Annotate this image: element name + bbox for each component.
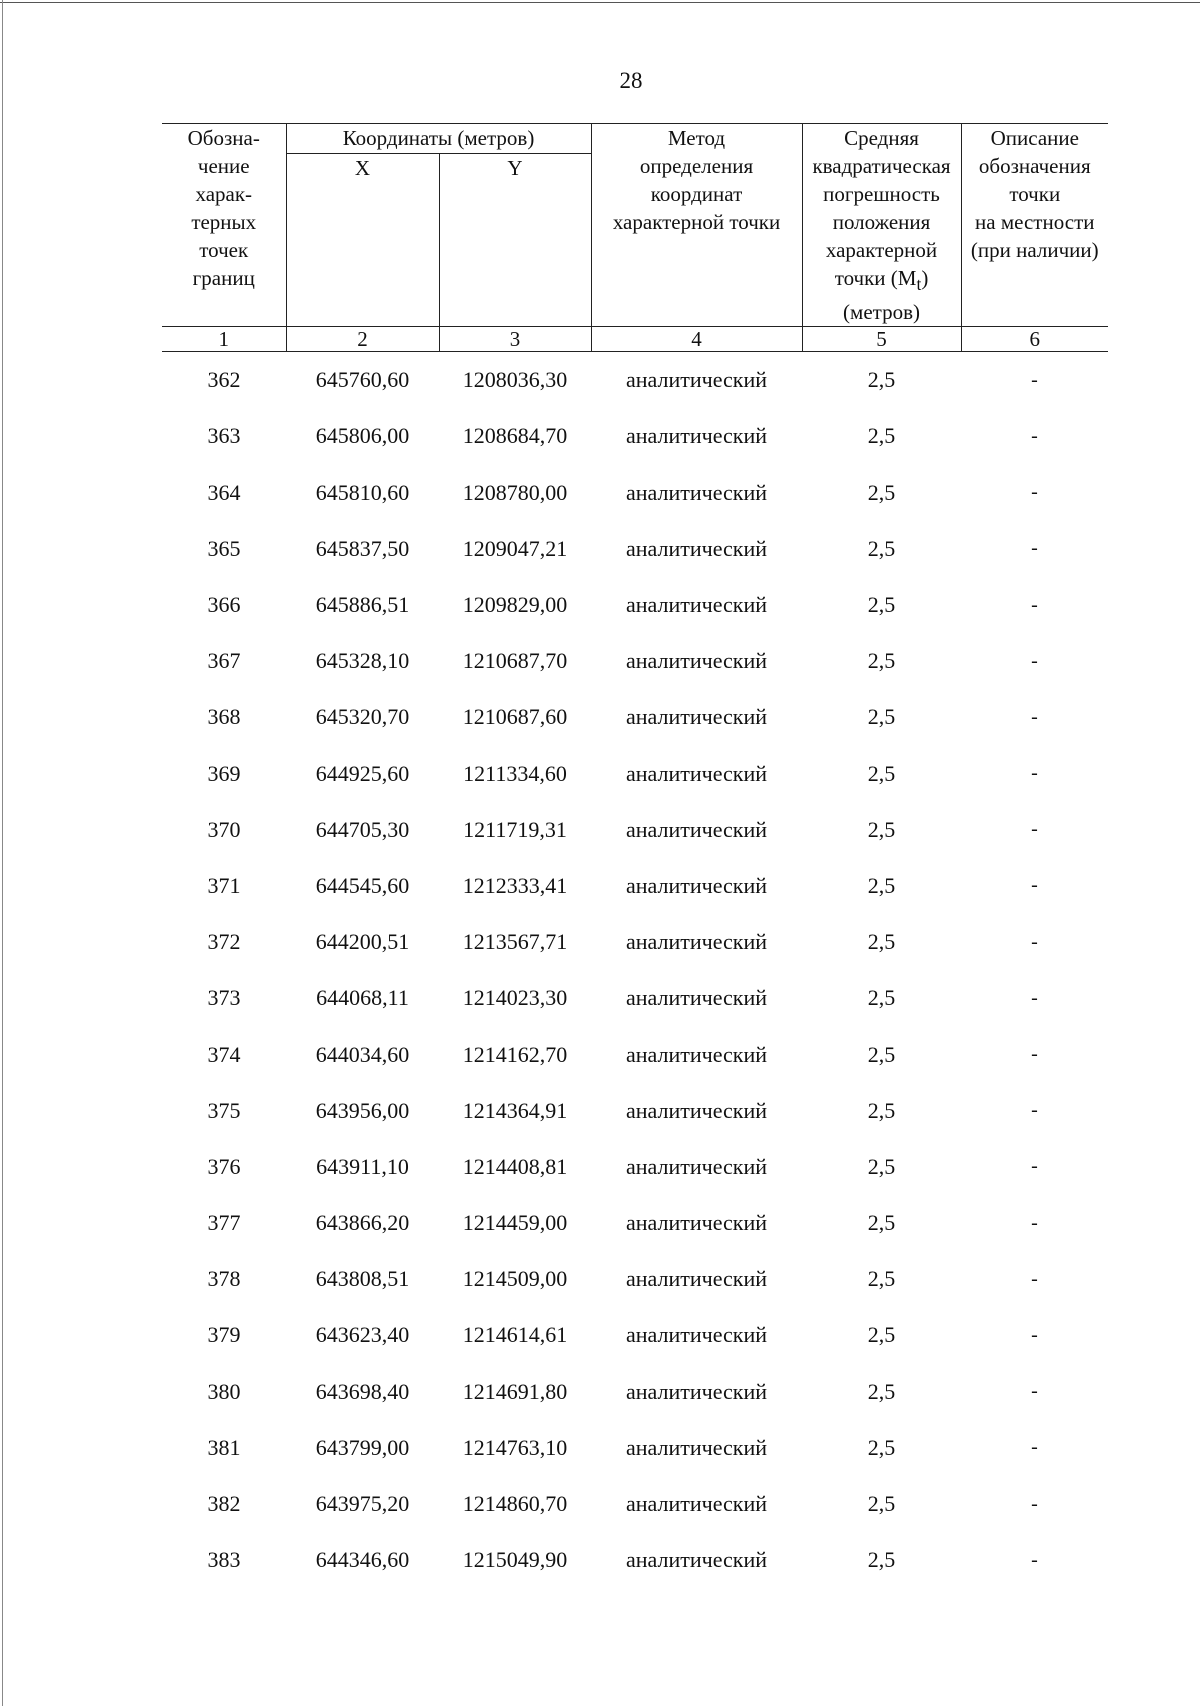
cell-x: 645328,10	[315, 648, 410, 674]
cell-y: 1213567,71	[462, 929, 568, 955]
header-mse-text-after: ) (метров)	[843, 266, 929, 325]
cell-point-number: 368	[207, 704, 241, 730]
column-number: 1	[162, 327, 286, 352]
cell-y: 1212333,41	[462, 872, 568, 898]
cell-error: 2,5	[867, 1041, 896, 1067]
table-row	[162, 1307, 1108, 1363]
cell-point-number: 380	[207, 1378, 241, 1404]
cell-point-number: 375	[207, 1097, 241, 1123]
cell-error: 2,5	[867, 1434, 896, 1460]
cell-method: аналитический	[626, 479, 768, 505]
cell-description: -	[1031, 537, 1038, 560]
cell-error: 2,5	[867, 592, 896, 618]
table-row	[162, 577, 1108, 633]
cell-y: 1214509,00	[462, 1266, 568, 1292]
cell-point-number: 379	[207, 1322, 241, 1348]
cell-method: аналитический	[626, 1434, 768, 1460]
cell-x: 644705,30	[315, 816, 410, 842]
cell-x: 643956,00	[315, 1097, 410, 1123]
cell-error: 2,5	[867, 929, 896, 955]
cell-x: 643698,40	[315, 1378, 410, 1404]
cell-description: -	[1031, 1155, 1038, 1178]
cell-description: -	[1031, 1380, 1038, 1403]
page-number: 28	[619, 68, 643, 93]
cell-description: -	[1031, 874, 1038, 897]
cell-description: -	[1031, 762, 1038, 785]
table-row	[162, 1139, 1108, 1195]
cell-method: аналитический	[626, 1491, 768, 1517]
cell-method: аналитический	[626, 592, 768, 618]
cell-method: аналитический	[626, 1378, 768, 1404]
cell-x: 645760,60	[315, 367, 410, 393]
cell-method: аналитический	[626, 1547, 768, 1573]
cell-y: 1210687,70	[462, 648, 568, 674]
cell-x: 644545,60	[315, 872, 410, 898]
cell-x: 644068,11	[316, 985, 409, 1011]
cell-description: -	[1031, 424, 1038, 447]
cell-y: 1208036,30	[462, 367, 568, 393]
cell-point-number: 373	[207, 985, 241, 1011]
cell-description: -	[1031, 481, 1038, 504]
cell-point-number: 377	[207, 1210, 241, 1236]
cell-description: -	[1031, 1548, 1038, 1571]
table-row	[162, 1026, 1108, 1082]
cell-error: 2,5	[867, 423, 896, 449]
cell-method: аналитический	[626, 704, 768, 730]
cell-point-number: 381	[207, 1434, 241, 1460]
cell-error: 2,5	[867, 816, 896, 842]
cell-y: 1210687,60	[462, 704, 568, 730]
table-row	[162, 858, 1108, 914]
cell-description: -	[1031, 930, 1038, 953]
table-header	[162, 124, 1108, 352]
cell-y: 1209829,00	[462, 592, 568, 618]
cell-error: 2,5	[867, 1378, 896, 1404]
cell-description: -	[1031, 1043, 1038, 1066]
table-row	[162, 1476, 1108, 1532]
cell-method: аналитический	[626, 1322, 768, 1348]
header-mean-square-error	[802, 124, 961, 327]
table-row	[162, 970, 1108, 1026]
scan-edge-top	[0, 2, 1200, 3]
cell-y: 1209047,21	[462, 535, 568, 561]
cell-y: 1211334,60	[463, 760, 567, 786]
cell-y: 1214459,00	[462, 1210, 568, 1236]
cell-method: аналитический	[626, 535, 768, 561]
column-number: 5	[802, 327, 961, 352]
cell-x: 643911,10	[316, 1153, 409, 1179]
cell-description: -	[1031, 1492, 1038, 1515]
cell-y: 1208684,70	[462, 423, 568, 449]
cell-x: 645886,51	[315, 592, 410, 618]
cell-x: 644346,60	[315, 1547, 410, 1573]
cell-x: 643808,51	[315, 1266, 410, 1292]
cell-method: аналитический	[626, 760, 768, 786]
cell-method: аналитический	[626, 648, 768, 674]
cell-point-number: 378	[207, 1266, 241, 1292]
cell-x: 644034,60	[315, 1041, 410, 1067]
column-number: 4	[591, 327, 802, 352]
cell-point-number: 363	[207, 423, 241, 449]
cell-x: 643799,00	[315, 1434, 410, 1460]
cell-description: -	[1031, 1211, 1038, 1234]
cell-point-number: 364	[207, 479, 241, 505]
cell-error: 2,5	[867, 704, 896, 730]
cell-point-number: 372	[207, 929, 241, 955]
column-number: 2	[286, 327, 439, 352]
cell-description: -	[1031, 593, 1038, 616]
cell-description: -	[1031, 1099, 1038, 1122]
cell-y: 1214408,81	[462, 1153, 568, 1179]
table-row	[162, 1532, 1108, 1588]
table-row	[162, 1364, 1108, 1420]
table-row	[162, 1083, 1108, 1139]
cell-y: 1214162,70	[462, 1041, 568, 1067]
cell-description: -	[1031, 986, 1038, 1009]
cell-x: 643866,20	[315, 1210, 410, 1236]
cell-point-number: 383	[207, 1547, 241, 1573]
cell-error: 2,5	[867, 872, 896, 898]
cell-method: аналитический	[626, 423, 768, 449]
cell-point-number: 367	[207, 648, 241, 674]
cell-y: 1208780,00	[462, 479, 568, 505]
cell-method: аналитический	[626, 367, 768, 393]
cell-x: 643623,40	[315, 1322, 410, 1348]
header-description: Описание обозначения точки на местности (при наличии)	[961, 124, 1108, 327]
cell-y: 1214364,91	[462, 1097, 568, 1123]
cell-description: -	[1031, 705, 1038, 728]
cell-method: аналитический	[626, 872, 768, 898]
header-mse-text-before: Средняя квадратическая погрешность положения характерной точки (M	[812, 126, 951, 290]
cell-y: 1214691,80	[462, 1378, 568, 1404]
cell-error: 2,5	[867, 1266, 896, 1292]
cell-point-number: 376	[207, 1153, 241, 1179]
table-row	[162, 465, 1108, 521]
table-row	[162, 633, 1108, 689]
cell-error: 2,5	[867, 985, 896, 1011]
cell-description: -	[1031, 818, 1038, 841]
cell-error: 2,5	[867, 648, 896, 674]
cell-method: аналитический	[626, 929, 768, 955]
cell-x: 645806,00	[315, 423, 410, 449]
cell-description: -	[1031, 1436, 1038, 1459]
cell-description: -	[1031, 649, 1038, 672]
cell-error: 2,5	[867, 1547, 896, 1573]
cell-y: 1214614,61	[462, 1322, 568, 1348]
cell-y: 1211719,31	[463, 816, 567, 842]
cell-y: 1214763,10	[462, 1434, 568, 1460]
table-row	[162, 746, 1108, 802]
table-row	[162, 802, 1108, 858]
cell-method: аналитический	[626, 1153, 768, 1179]
cell-method: аналитический	[626, 985, 768, 1011]
cell-error: 2,5	[867, 1210, 896, 1236]
cell-y: 1214023,30	[462, 985, 568, 1011]
table-body	[162, 352, 1108, 1589]
table-row	[162, 352, 1108, 409]
cell-point-number: 362	[207, 367, 241, 393]
column-numbers-row	[162, 327, 1108, 352]
table-row	[162, 689, 1108, 745]
cell-description: -	[1031, 368, 1038, 391]
coordinates-table	[162, 123, 1108, 1588]
header-method: Метод определения координат характерной точки	[591, 124, 802, 327]
cell-error: 2,5	[867, 1153, 896, 1179]
cell-method: аналитический	[626, 1210, 768, 1236]
cell-error: 2,5	[867, 479, 896, 505]
cell-point-number: 382	[207, 1491, 241, 1517]
cell-error: 2,5	[867, 367, 896, 393]
scan-edge-left	[2, 0, 3, 1706]
table-row	[162, 914, 1108, 970]
cell-error: 2,5	[867, 1097, 896, 1123]
header-point-designation: Обозна- чение харак- терных точек границ	[162, 124, 286, 327]
cell-y: 1214860,70	[462, 1491, 568, 1517]
cell-description: -	[1031, 1267, 1038, 1290]
cell-point-number: 371	[207, 872, 241, 898]
cell-x: 645320,70	[315, 704, 410, 730]
table-row	[162, 521, 1108, 577]
cell-error: 2,5	[867, 1491, 896, 1517]
table-row	[162, 1195, 1108, 1251]
cell-description: -	[1031, 1323, 1038, 1346]
table-row	[162, 1251, 1108, 1307]
cell-method: аналитический	[626, 1041, 768, 1067]
cell-point-number: 374	[207, 1041, 241, 1067]
cell-error: 2,5	[867, 535, 896, 561]
cell-x: 645837,50	[315, 535, 410, 561]
cell-x: 645810,60	[315, 479, 410, 505]
table-row	[162, 408, 1108, 464]
column-number: 3	[439, 327, 591, 352]
column-number: 6	[961, 327, 1108, 352]
cell-x: 643975,20	[315, 1491, 410, 1517]
cell-x: 644925,60	[315, 760, 410, 786]
cell-point-number: 366	[207, 592, 241, 618]
header-coordinates-group: Координаты (метров)	[286, 124, 591, 154]
cell-method: аналитический	[626, 816, 768, 842]
cell-y: 1215049,90	[462, 1547, 568, 1573]
cell-method: аналитический	[626, 1266, 768, 1292]
cell-method: аналитический	[626, 1097, 768, 1123]
table-row	[162, 1420, 1108, 1476]
header-mse-subscript: t	[916, 274, 922, 295]
cell-point-number: 370	[207, 816, 241, 842]
cell-error: 2,5	[867, 760, 896, 786]
cell-point-number: 365	[207, 535, 241, 561]
cell-x: 644200,51	[315, 929, 410, 955]
header-x: X	[286, 153, 439, 326]
cell-error: 2,5	[867, 1322, 896, 1348]
cell-point-number: 369	[207, 760, 241, 786]
header-y: Y	[439, 153, 591, 326]
